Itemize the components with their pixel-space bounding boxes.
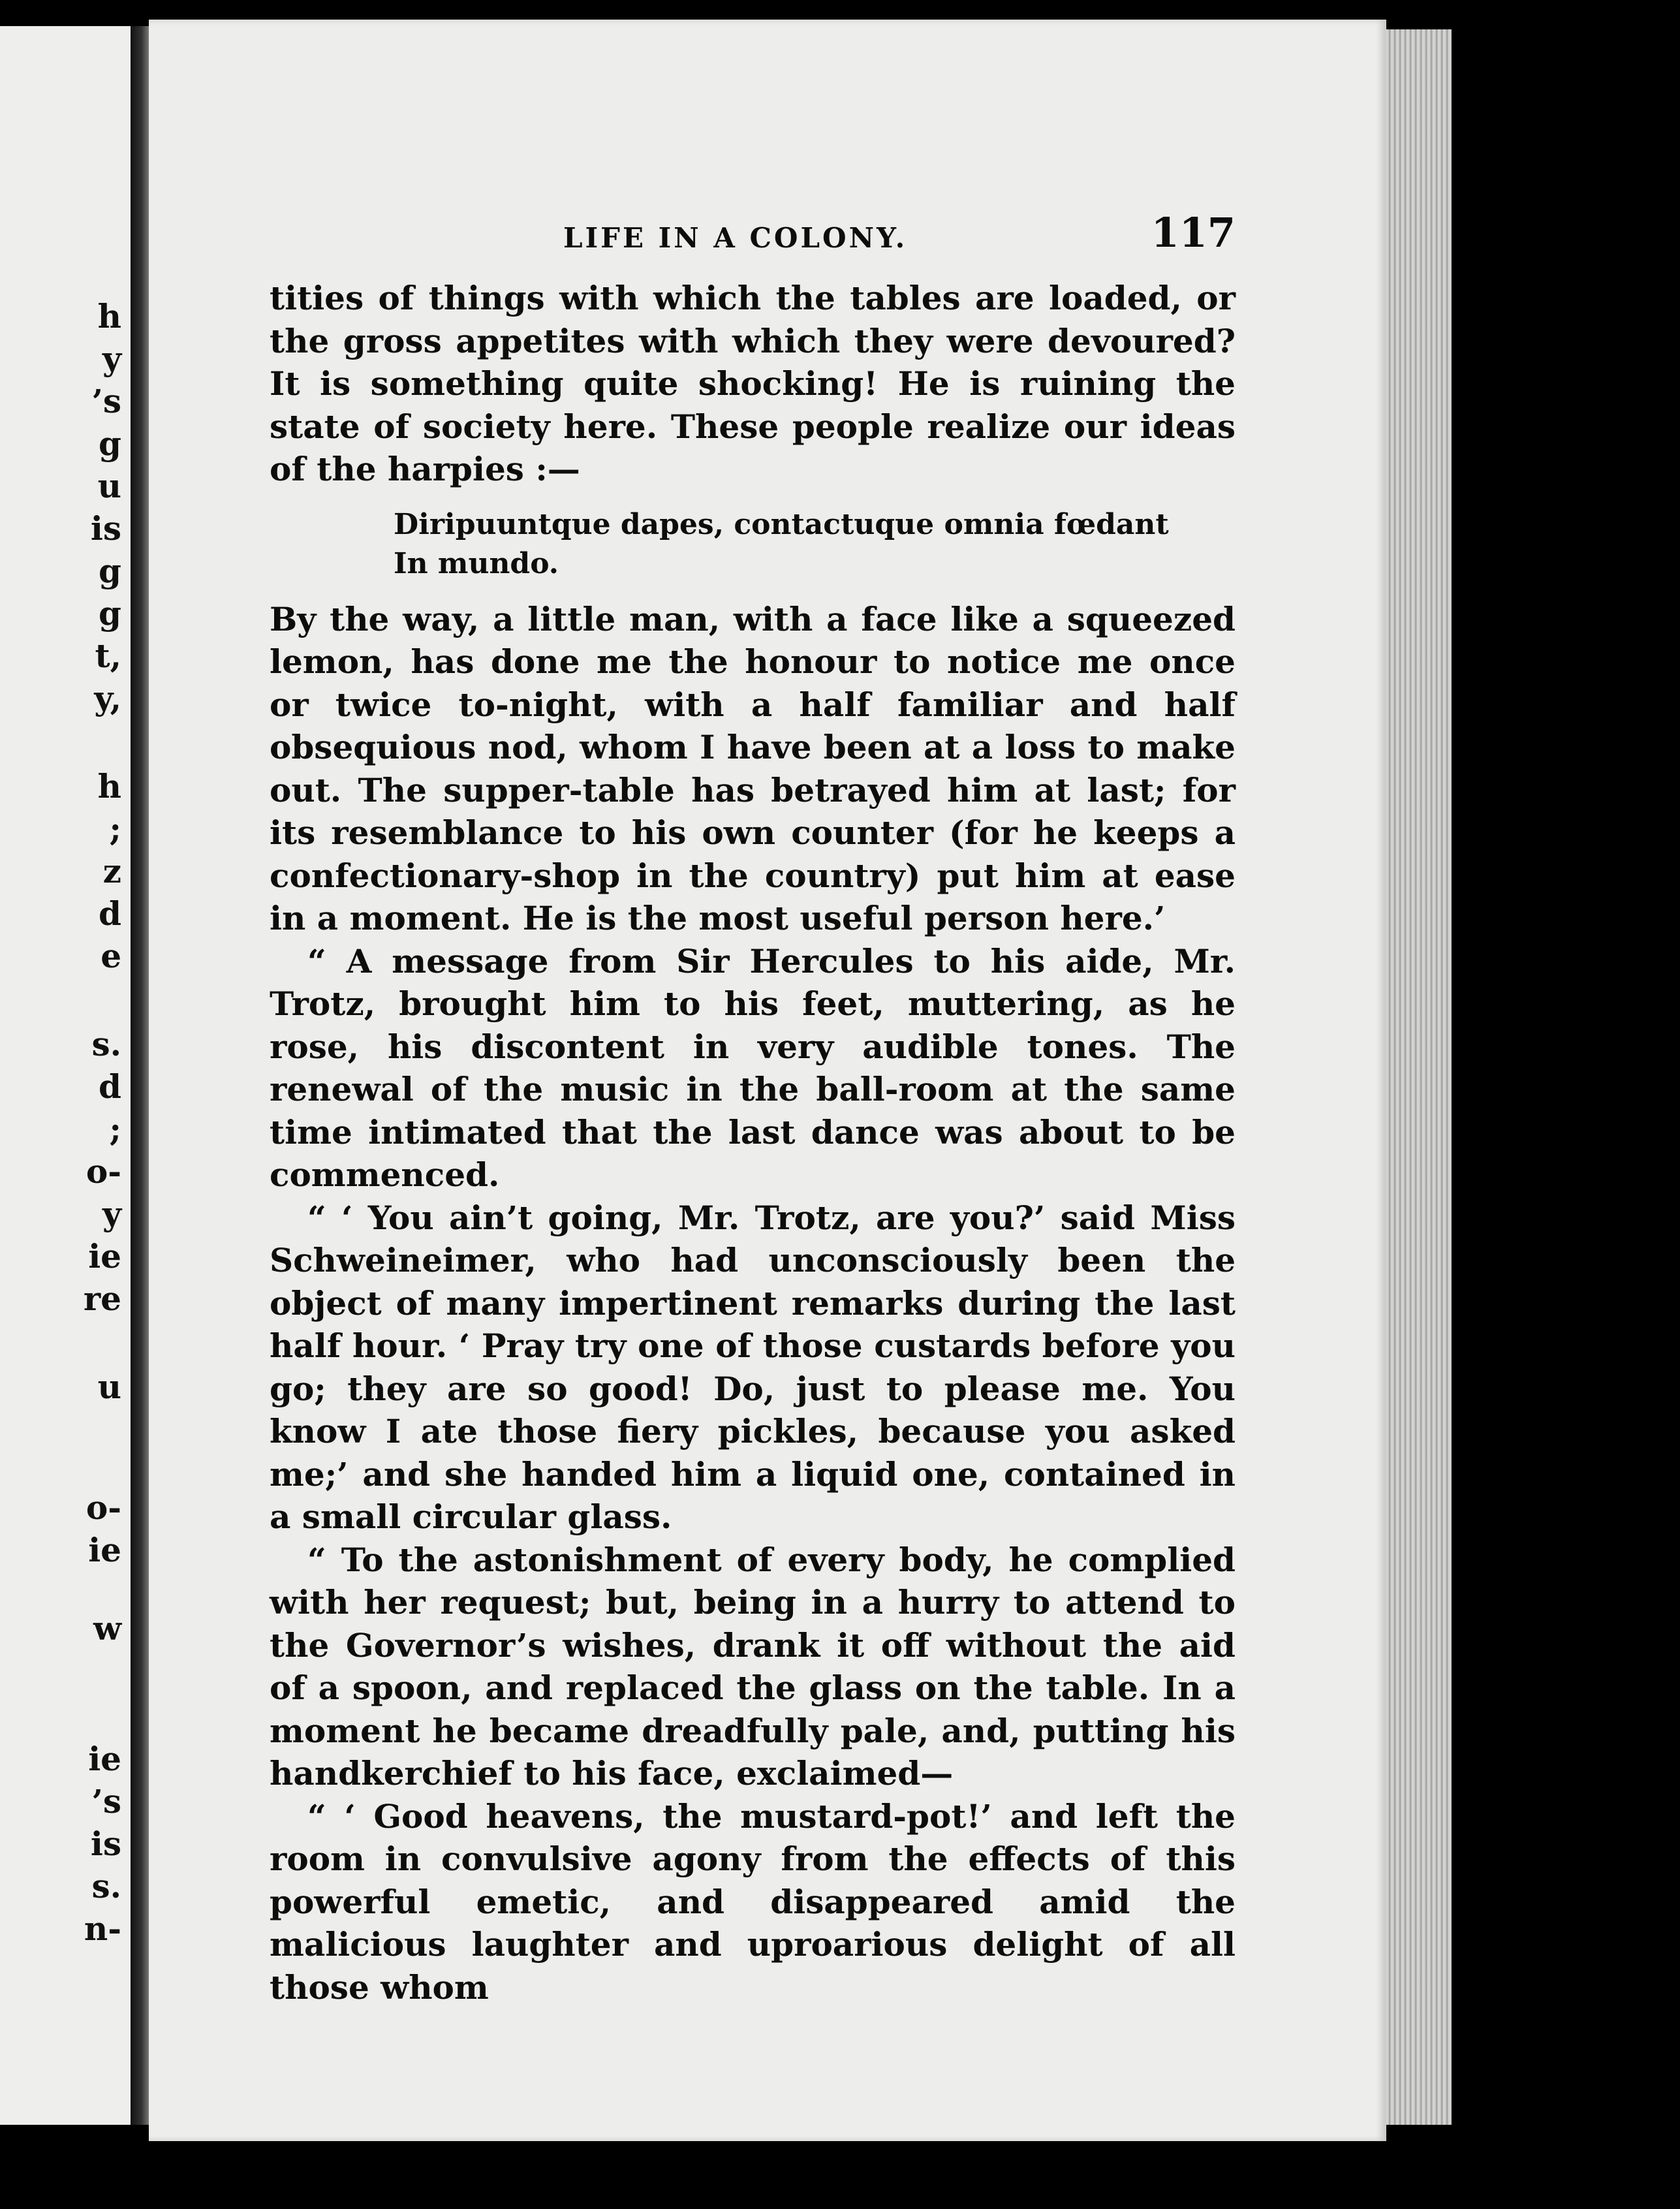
- facing-page-fragment: ’s: [91, 1782, 121, 1821]
- facing-page-fragment: u: [97, 1368, 121, 1406]
- facing-page-fragment: ;: [109, 809, 121, 848]
- facing-page-fragment: ie: [88, 1531, 121, 1569]
- facing-page-fragment: u: [97, 467, 121, 505]
- facing-page-fragment: w: [93, 1609, 121, 1648]
- paragraph: By the way, a little man, with a face like a squeezed lemon, has done me the honour to notice me once or twice to-night, with a half familiar and half obsequious nod, whom I have been at a loss to make out. The supper-table has betrayed him at last; for its resemblance to his own counter (for he keeps a confectionary-shop in the country) put him at ease in a moment. He is the most useful person here.’: [270, 599, 1236, 937]
- facing-page-fragment: h: [97, 297, 121, 336]
- facing-page-fragment: t,: [95, 636, 121, 675]
- verse-line: Diripuuntque dapes, contactuque omnia fœdant: [394, 507, 1169, 541]
- running-title: LIFE IN A COLONY.: [563, 222, 908, 254]
- paragraph: “ ‘ Good heavens, the mustard-pot!’ and left the room in convulsive agony from the effects of this powerful emetic, and disappeared amid the malicious laughter and uproarious delight of all those whom: [270, 1796, 1236, 2007]
- running-head: [270, 209, 1236, 261]
- facing-page-fragment: re: [83, 1279, 121, 1318]
- facing-page-fragment: z: [102, 852, 121, 890]
- facing-page-fragment: d: [99, 894, 121, 933]
- facing-page-fragment: e: [101, 937, 121, 975]
- paragraph: tities of things with which the tables are loaded, or the gross appetites with which they were devoured? It is something quite shocking! He is ruining the state of society here. These people realize our ideas of the harpies :—: [270, 279, 1236, 488]
- facing-page-fragment: d: [99, 1067, 121, 1106]
- facing-page-fragment: g: [99, 424, 121, 463]
- paragraph: “ ‘ You ain’t going, Mr. Trotz, are you?’ said Miss Schweineimer, who had unconsciously been the object of many impertinent remarks during the last half hour. ‘ Pray try one of those custards before you go; they are so good! Do, just to please me. You know I ate those fiery pickles, because you asked me;’ and she handed him a liquid one, contained in a small circular glass.: [270, 1198, 1236, 1536]
- paragraph: “ A message from Sir Hercules to his aide, Mr. Trotz, brought him to his feet, muttering, as he rose, his discontent in very audible tones. The renewal of the music in the ball-room at the same time intimated that the last dance was about to be commenced.: [270, 941, 1236, 1194]
- paragraph: “ To the astonishment of every body, he complied with her request; but, being in a hurry to attend to the Governor’s wishes, drank it off without the aid of a spoon, and replaced the glass on the table. In a moment he became dreadfully pale, and, putting his handkerchief to his face, exclaimed—: [270, 1540, 1236, 1793]
- book-page: [149, 20, 1386, 2141]
- facing-page-fragment: g: [99, 552, 121, 590]
- page-edges: [1386, 29, 1452, 2125]
- facing-page-fragment: s.: [91, 1867, 121, 1905]
- page-text-block: [270, 209, 1236, 2009]
- book-gutter: [131, 26, 149, 2125]
- facing-page-edge: [0, 26, 132, 2125]
- latin-quotation: [394, 505, 1236, 584]
- facing-page-fragment: h: [97, 767, 121, 806]
- facing-page-fragment: s.: [91, 1025, 121, 1063]
- facing-page-fragment: y,: [94, 679, 121, 717]
- page-number: 117: [1151, 209, 1236, 257]
- facing-page-fragment: g: [99, 594, 121, 633]
- facing-page-fragment: ie: [88, 1237, 121, 1276]
- facing-page-fragment: n-: [84, 1909, 121, 1948]
- facing-page-fragment: o-: [86, 1488, 121, 1527]
- facing-page-fragment: o-: [86, 1152, 121, 1191]
- facing-page-fragment: y: [102, 1195, 121, 1233]
- facing-page-fragment: is: [90, 509, 121, 548]
- facing-page-fragment: is: [90, 1825, 121, 1863]
- facing-page-fragment: y: [102, 339, 121, 378]
- facing-page-fragment: ;: [109, 1110, 121, 1148]
- facing-page-fragment: ’s: [91, 382, 121, 420]
- facing-page-fragment: ie: [88, 1740, 121, 1778]
- verse-line: In mundo.: [394, 546, 559, 580]
